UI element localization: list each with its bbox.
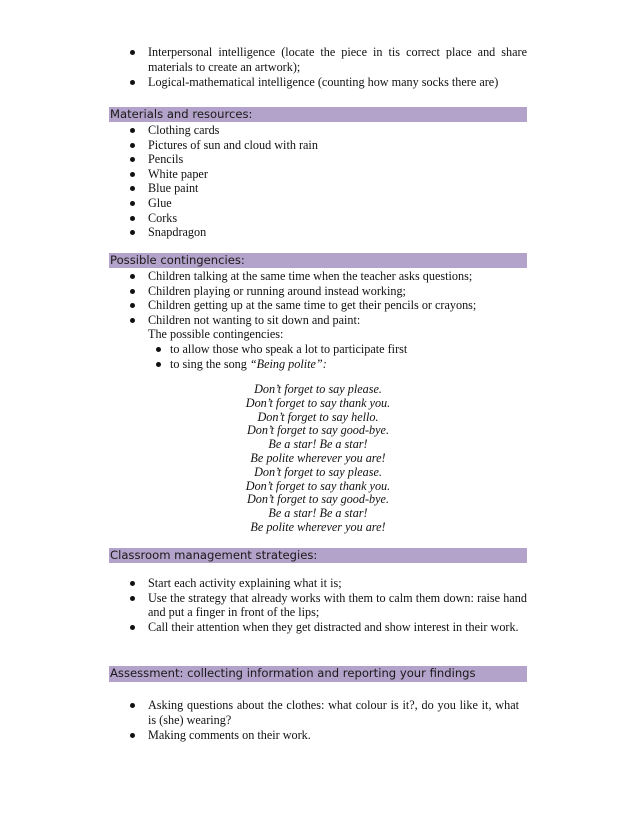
list-item: Children talking at the same time when the teacher asks questions; (109, 269, 527, 284)
classroom-list (109, 576, 527, 634)
lyric-line: Don’t forget to say please. (254, 382, 382, 396)
list-item: Snapdragon (109, 225, 527, 240)
list-item: Making comments on their work. (109, 728, 527, 743)
lyric-line: Don’t forget to say good-bye. (246, 423, 390, 438)
lyric-line: Don’t forget to say thank you. (245, 395, 391, 410)
list-item: Pencils (109, 152, 527, 167)
list-item: Use the strategy that already works with them to calm them down: raise hand and put a finger in front of the lips; (109, 591, 527, 620)
list-item: Interpersonal intelligence (locate the piece in tis correct place and share materials to create an artwork); (109, 45, 527, 74)
list-item: Start each activity explaining what it is; (109, 576, 527, 591)
list-item: White paper (109, 167, 527, 182)
lyric-line: Be a star! Be a star! (268, 506, 368, 521)
lyric-line: Don’t forget to say thank you. (245, 478, 391, 493)
list-item: Corks (109, 211, 527, 226)
song-lyrics (109, 383, 527, 535)
list-item: Call their attention when they get distracted and show interest in their work. (109, 620, 527, 635)
section-heading-materials: Materials and resources: (109, 107, 527, 122)
song-title: “Being polite”: (249, 356, 327, 371)
nested-list (148, 342, 527, 371)
assessment-list (109, 698, 527, 743)
list-item: Children playing or running around instead working; (109, 284, 527, 299)
list-item: to allow those who speak a lot to participate first (148, 342, 527, 357)
list-item: Pictures of sun and cloud with rain (109, 138, 527, 153)
lyric-line: Don’t forget to say please. (254, 464, 382, 479)
sub-label: The possible contingencies: (148, 327, 284, 342)
lyric-line: Don’t forget to say hello. (257, 409, 379, 424)
list-item: Children not wanting to sit down and paint: (109, 313, 527, 328)
list-item-text: to sing the song (170, 356, 250, 371)
section-heading-contingencies: Possible contingencies: (109, 253, 527, 268)
contingencies-list (109, 269, 527, 371)
section-heading-assessment: Assessment: collecting information and reporting your findings (109, 666, 527, 682)
lyric-line: Be polite wherever you are! (250, 519, 386, 534)
lyric-line: Be a star! Be a star! (268, 437, 368, 452)
list-item: Clothing cards (109, 123, 527, 138)
list-item: Asking questions about the clothes: what colour is it?, do you like it, what is (she) wearing? (109, 698, 527, 727)
materials-list (109, 123, 527, 240)
list-item: Logical-mathematical intelligence (counting how many socks there are) (109, 75, 527, 90)
list-item: Glue (109, 196, 527, 211)
list-item: Children getting up at the same time to get their pencils or crayons; (109, 298, 527, 313)
intro-list (109, 45, 527, 90)
list-item: Blue paint (109, 181, 527, 196)
list-item (148, 357, 527, 372)
lyric-line: Be polite wherever you are! (250, 450, 386, 465)
lyric-line: Don’t forget to say good-bye. (246, 492, 390, 507)
section-heading-classroom: Classroom management strategies: (109, 548, 527, 563)
